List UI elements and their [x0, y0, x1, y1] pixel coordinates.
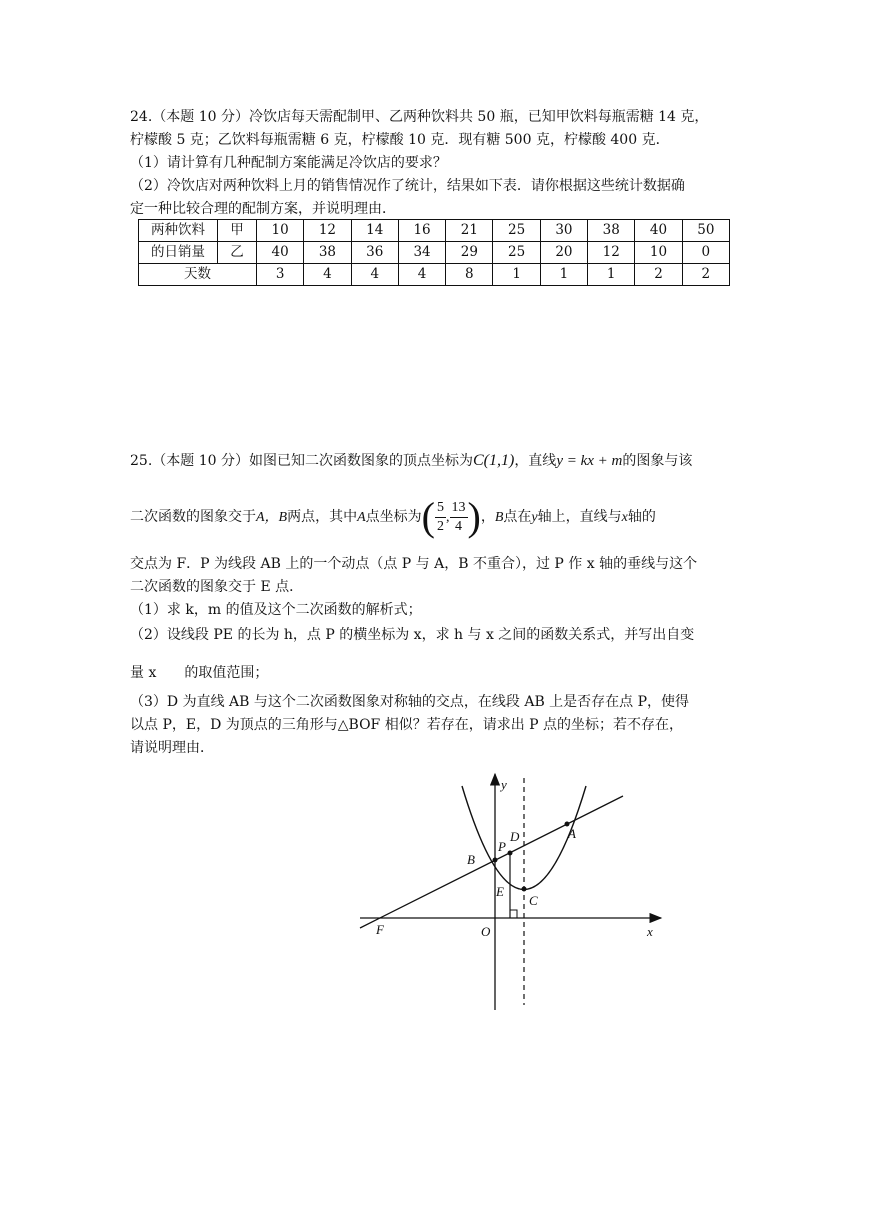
q25-text: ，: [480, 509, 495, 525]
q25-text: 点在: [503, 509, 532, 525]
q25-text: ，直线: [514, 453, 557, 469]
cell: 16: [398, 220, 445, 242]
fraction-5-2: $\frac{5}{2}$: [437, 499, 444, 534]
cell: 1: [540, 264, 587, 286]
cell: 14: [351, 220, 398, 242]
q24-line-1: 24.（本题 10 分）冷饮店每天需配制甲、乙两种饮料共 50 瓶，已知甲饮料每瓶需糖 14 克，: [130, 109, 709, 125]
days-label: 天数: [139, 264, 257, 286]
label-b: B: [467, 852, 475, 867]
comma: ,: [446, 510, 450, 525]
point-c-dot: [522, 887, 527, 892]
label-p: P: [498, 839, 506, 854]
cell: 20: [540, 242, 587, 264]
cell: 4: [304, 264, 351, 286]
cell: 1: [588, 264, 635, 286]
cell: 2: [635, 264, 682, 286]
cell: 40: [635, 220, 682, 242]
q25-text: 25.（本题 10 分）如图已知二次函数图象的顶点坐标为: [130, 453, 473, 469]
point-b: B: [494, 510, 504, 525]
label-a: A: [568, 826, 576, 841]
q25-text: 轴的: [627, 509, 656, 525]
label-d: D: [510, 829, 520, 844]
label-o: O: [481, 924, 491, 939]
points-ab: A，B: [256, 510, 288, 525]
y-var: y: [531, 510, 538, 525]
label-y: y: [501, 777, 507, 792]
right-paren: ): [467, 494, 481, 539]
q25-text: 点坐标为: [365, 509, 422, 525]
q25-line-10: 请说明理由．: [130, 740, 214, 756]
cell: 36: [351, 242, 398, 264]
q24-line-5: 定一种比较合理的配制方案，并说明理由．: [130, 201, 396, 217]
cell: 4: [398, 264, 445, 286]
q25-text: 轴上，直线与: [537, 509, 622, 525]
row-label-top: 两种饮料: [139, 220, 218, 242]
cell: 34: [398, 242, 445, 264]
label-c: C: [529, 893, 538, 908]
cell: 38: [304, 242, 351, 264]
jia-label: 甲: [218, 220, 257, 242]
label-e: E: [496, 884, 504, 899]
q25-text: 的图象与该: [622, 453, 693, 469]
left-paren: (: [421, 494, 435, 539]
yi-label: 乙: [218, 242, 257, 264]
point-b-dot: [493, 858, 498, 863]
q24-subquestion-2: （2）冷饮店对两种饮料上月的销售情况作了统计，结果如下表．请你根据这些统计数据确: [130, 178, 685, 194]
label-f: F: [376, 922, 384, 937]
cell: 10: [635, 242, 682, 264]
cell: 4: [351, 264, 398, 286]
right-angle-mark: [510, 910, 517, 918]
q24-subquestion-1: （1）请计算有几种配制方案能满足冷饮店的要求？: [130, 155, 447, 171]
q25-line-7: 量 x 的取值范围；: [130, 665, 269, 681]
q25-subquestion-3: （3）D 为直线 AB 与这个二次函数图象对称轴的交点，在线段 AB 上是否存在点 P，使得: [130, 694, 690, 710]
cell: 25: [493, 220, 540, 242]
cell: 29: [446, 242, 493, 264]
q25-line-9: 以点 P，E，D 为顶点的三角形与△BOF 相似？若存在，请求出 P 点的坐标；若不存在，: [130, 717, 684, 733]
cell: 1: [493, 264, 540, 286]
cell: 2: [682, 264, 729, 286]
q25-subquestion-1: （1）求 k，m 的值及这个二次函数的解析式；: [130, 602, 422, 618]
label-x: x: [647, 924, 653, 939]
row-label-bottom: 的日销量: [139, 242, 218, 264]
q25-text: 二次函数的图象交于: [130, 509, 256, 525]
q24-line-2: 柠檬酸 5 克；乙饮料每瓶需糖 6 克，柠檬酸 10 克．现有糖 500 克，柠檬酸 400 克．: [130, 132, 670, 148]
cell: 12: [304, 220, 351, 242]
cell: 10: [257, 220, 304, 242]
cell: 25: [493, 242, 540, 264]
point-a: A: [357, 510, 366, 525]
q25-subquestion-2: （2）设线段 PE 的长为 h，点 P 的横坐标为 x，求 h 与 x 之间的函数关系式，并写出自变: [130, 627, 695, 643]
cell: 50: [682, 220, 729, 242]
point-p-dot: [508, 851, 513, 856]
q25-line-4: 二次函数的图象交于 E 点．: [130, 579, 304, 595]
cell: 38: [588, 220, 635, 242]
cell: 3: [257, 264, 304, 286]
x-var: x: [621, 510, 628, 525]
fraction-13-4: $\frac{13}{4}$: [451, 499, 466, 534]
cell: 8: [446, 264, 493, 286]
cell: 30: [540, 220, 587, 242]
line-equation: y = kx + m: [556, 453, 623, 469]
q25-text: 两点，其中: [287, 509, 358, 525]
q25-line-3: 交点为 F．P 为线段 AB 上的一个动点（点 P 与 A，B 不重合），过 P 作 x 轴的垂线与这个: [130, 556, 698, 572]
cell: 0: [682, 242, 729, 264]
cell: 12: [588, 242, 635, 264]
vertex-coord: C(1,1): [472, 452, 515, 469]
cell: 40: [257, 242, 304, 264]
cell: 21: [446, 220, 493, 242]
